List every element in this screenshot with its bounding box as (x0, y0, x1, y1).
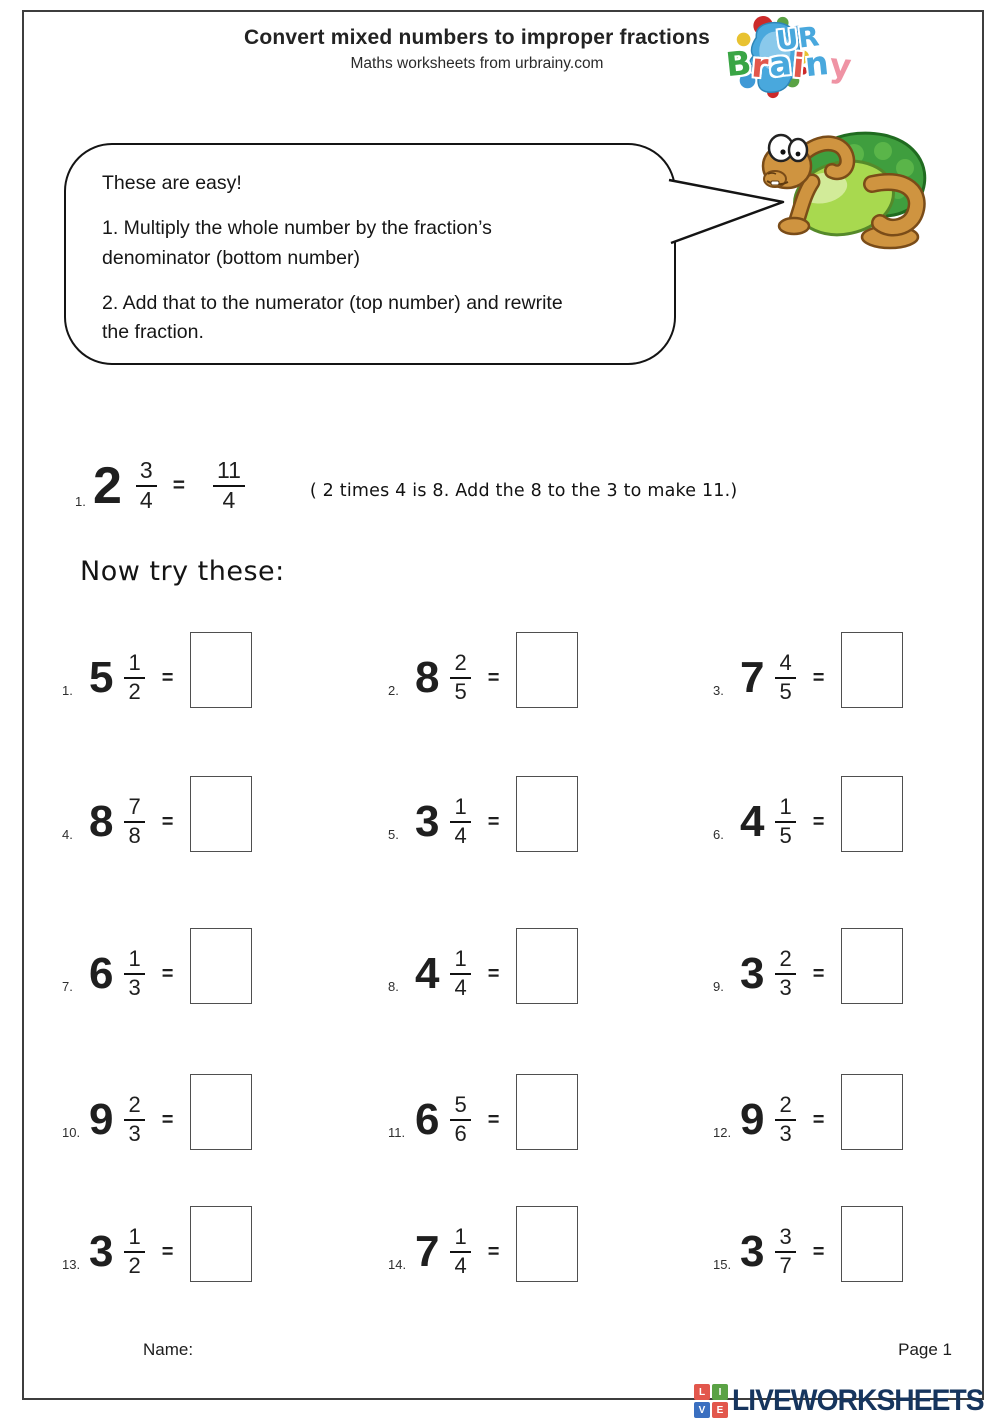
whole-number: 7 (740, 653, 765, 702)
problem-number: 6. (713, 826, 724, 842)
problem (713, 1064, 903, 1176)
fraction-numerator: 2 (775, 1093, 795, 1121)
equals-sign: = (161, 1240, 174, 1263)
fraction (775, 795, 795, 848)
fraction (775, 947, 795, 1000)
equals-sign: = (487, 962, 500, 985)
whole-number: 3 (415, 797, 440, 846)
answer-box[interactable] (190, 928, 252, 1004)
fraction-numerator: 1 (450, 947, 470, 975)
brainy-letter: i (790, 45, 807, 86)
equals-sign: = (161, 666, 174, 689)
whole-number: 9 (89, 1095, 114, 1144)
equals-sign: = (812, 1240, 825, 1263)
equals-sign: = (161, 962, 174, 985)
liveworksheets-logo[interactable] (694, 1384, 1000, 1418)
fraction-numerator: 1 (450, 1225, 470, 1253)
whole-number: 7 (415, 1227, 440, 1276)
problem-number: 1. (62, 682, 73, 698)
answer-box[interactable] (841, 632, 903, 708)
liveworksheets-tile: E (712, 1402, 728, 1418)
problem (388, 622, 578, 734)
liveworksheets-tile: L (694, 1384, 710, 1400)
example-fraction (136, 458, 157, 514)
answer-box[interactable] (841, 776, 903, 852)
problem (388, 1064, 578, 1176)
example-note: ( 2 times 4 is 8. Add the 8 to the 3 to make 11.) (309, 481, 738, 501)
fraction-denominator: 8 (128, 823, 141, 848)
fraction (124, 795, 144, 848)
fraction-denominator: 3 (779, 1121, 792, 1146)
problem (62, 622, 252, 734)
fraction-numerator: 4 (775, 651, 795, 679)
equals-sign: = (172, 474, 185, 497)
fraction (775, 1225, 795, 1278)
whole-number: 8 (415, 653, 440, 702)
problem-number: 10. (62, 1124, 81, 1140)
fraction-denominator: 3 (128, 1121, 141, 1146)
answer-box[interactable] (190, 776, 252, 852)
whole-number: 6 (89, 949, 114, 998)
urbrainy-wordmark-ur: UR (774, 21, 821, 58)
fraction-denominator: 5 (454, 679, 467, 704)
fraction (124, 651, 144, 704)
example-problem (75, 440, 737, 532)
answer-box[interactable] (190, 1074, 252, 1150)
fraction-numerator: 3 (775, 1225, 795, 1253)
example-whole-number: 2 (93, 457, 122, 515)
problem-number: 15. (713, 1256, 732, 1272)
fraction-denominator: 6 (454, 1121, 467, 1146)
brainy-wordmark (724, 42, 896, 86)
fraction (450, 795, 470, 848)
liveworksheets-logo-icon (694, 1384, 728, 1418)
fraction-numerator: 1 (775, 795, 795, 823)
problem (713, 1196, 903, 1308)
answer-box[interactable] (516, 1206, 578, 1282)
problem (388, 1196, 578, 1308)
urbrainy-logo (726, 14, 976, 110)
equals-sign: = (161, 1108, 174, 1131)
answer-box[interactable] (516, 632, 578, 708)
equals-sign: = (812, 962, 825, 985)
fraction-denominator: 3 (779, 975, 792, 1000)
whole-number: 3 (740, 1227, 765, 1276)
problem-number: 4. (62, 826, 73, 842)
fraction-numerator: 2 (124, 1093, 144, 1121)
page-subtitle: Maths worksheets from urbrainy.com (350, 55, 604, 72)
answer-box[interactable] (516, 776, 578, 852)
answer-box[interactable] (516, 928, 578, 1004)
answer-box[interactable] (841, 1074, 903, 1150)
problem (62, 1196, 252, 1308)
problem-number: 14. (388, 1256, 407, 1272)
problem (713, 766, 903, 878)
example-answer-numerator: 11 (213, 458, 245, 487)
example-fraction-numerator: 3 (136, 458, 157, 487)
equals-sign: = (487, 810, 500, 833)
fraction-denominator: 2 (128, 679, 141, 704)
liveworksheets-tile: I (712, 1384, 728, 1400)
fraction (450, 1093, 470, 1146)
answer-box[interactable] (841, 928, 903, 1004)
equals-sign: = (812, 810, 825, 833)
example-answer-fraction (213, 458, 245, 514)
answer-box[interactable] (190, 632, 252, 708)
fraction (124, 1093, 144, 1146)
fraction-numerator: 1 (124, 1225, 144, 1253)
whole-number: 8 (89, 797, 114, 846)
brainy-letter: r (750, 45, 771, 86)
problem (388, 766, 578, 878)
whole-number: 3 (740, 949, 765, 998)
answer-box[interactable] (190, 1206, 252, 1282)
brainy-letter: a (767, 42, 795, 85)
problem-number: 8. (388, 978, 399, 994)
problem-number: 2. (388, 682, 399, 698)
fraction-numerator: 1 (124, 651, 144, 679)
fraction-numerator: 1 (450, 795, 470, 823)
whole-number: 5 (89, 653, 114, 702)
whole-number: 4 (415, 949, 440, 998)
example-answer-denominator: 4 (222, 487, 236, 513)
equals-sign: = (487, 666, 500, 689)
fraction-denominator: 4 (454, 823, 467, 848)
brainy-letter: B (724, 42, 755, 85)
equals-sign: = (812, 1108, 825, 1131)
whole-number: 4 (740, 797, 765, 846)
fraction (450, 1225, 470, 1278)
problem (388, 918, 578, 1030)
equals-sign: = (487, 1108, 500, 1131)
fraction (450, 947, 470, 1000)
name-label: Name: (143, 1340, 194, 1359)
problem (62, 918, 252, 1030)
liveworksheets-tile: V (694, 1402, 710, 1418)
problem-number: 5. (388, 826, 399, 842)
fraction-denominator: 7 (779, 1253, 792, 1278)
problem-number: 13. (62, 1256, 81, 1272)
fraction-denominator: 3 (128, 975, 141, 1000)
problem-number: 11. (388, 1124, 406, 1140)
whole-number: 9 (740, 1095, 765, 1144)
fraction-denominator: 4 (454, 1253, 467, 1278)
fraction (450, 651, 470, 704)
fraction-denominator: 5 (779, 823, 792, 848)
page-title: Convert mixed numbers to improper fractions (243, 26, 711, 49)
fraction-numerator: 2 (450, 651, 470, 679)
problem (713, 622, 903, 734)
equals-sign: = (161, 810, 174, 833)
fraction-denominator: 5 (779, 679, 792, 704)
problem (62, 766, 252, 878)
equals-sign: = (812, 666, 825, 689)
whole-number: 3 (89, 1227, 114, 1276)
brainy-letter: n (803, 42, 832, 85)
bubble-step2: 2. Add that to the numerator (top number) and rewrite the fraction. (102, 291, 563, 343)
bubble-step1: 1. Multiply the whole number by the fraction’s denominator (bottom number) (102, 217, 492, 269)
prompt-text: Now try these: (80, 556, 285, 587)
answer-box[interactable] (516, 1074, 578, 1150)
problem-number: 3. (713, 682, 724, 698)
problem-number: 7. (62, 978, 73, 994)
bubble-intro: These are easy! (102, 172, 242, 194)
speech-bubble (64, 143, 676, 365)
brainy-letter: y (827, 45, 854, 86)
problem (713, 918, 903, 1030)
equals-sign: = (487, 1240, 500, 1263)
problem (62, 1064, 252, 1176)
fraction-denominator: 2 (128, 1253, 141, 1278)
liveworksheets-wordmark: LIVEWORKSHEETS (732, 1384, 984, 1417)
turtle-mascot-image (752, 124, 940, 256)
fraction-numerator: 5 (450, 1093, 470, 1121)
problem-number: 12. (713, 1124, 732, 1140)
fraction (124, 947, 144, 1000)
fraction-numerator: 2 (775, 947, 795, 975)
fraction-denominator: 4 (454, 975, 467, 1000)
fraction (775, 1093, 795, 1146)
fraction (124, 1225, 144, 1278)
fraction (775, 651, 795, 704)
fraction-numerator: 1 (124, 947, 144, 975)
problem-number: 9. (713, 978, 724, 994)
fraction-numerator: 7 (124, 795, 144, 823)
example-fraction-denominator: 4 (139, 487, 153, 513)
whole-number: 6 (415, 1095, 440, 1144)
answer-box[interactable] (841, 1206, 903, 1282)
page-number-label: Page 1 (898, 1340, 952, 1359)
example-number: 1. (75, 493, 86, 509)
